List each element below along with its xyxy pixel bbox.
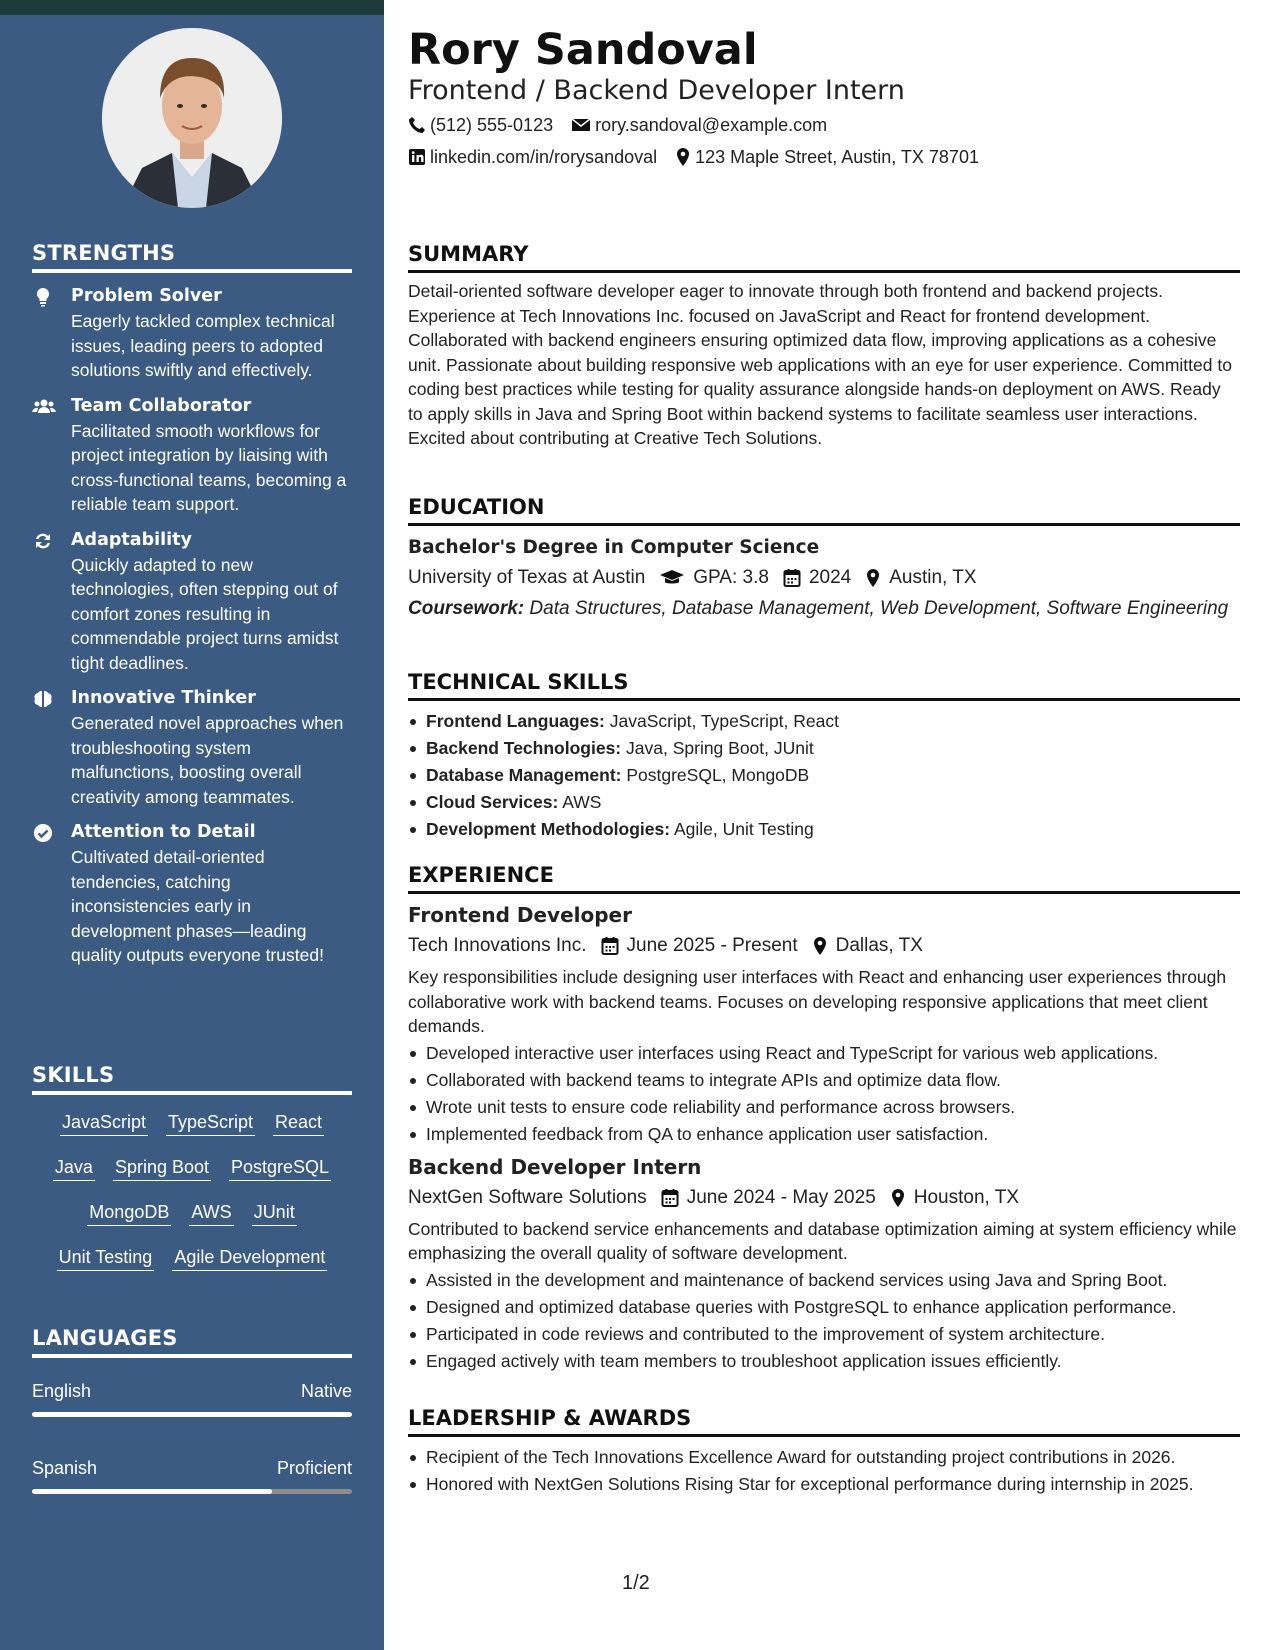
- skill-label: Development Methodologies:: [426, 819, 671, 839]
- job-description: Contributed to backend service enhancements and database optimization aiming at system efficiency while emphasizing the overall quality of software development.: [408, 1218, 1237, 1263]
- language-bar: [32, 1412, 352, 1417]
- list-item: Assisted in the development and maintenance of backend services using Java and Spring Boot.: [408, 1268, 1240, 1292]
- awards-list: [408, 1445, 1240, 1496]
- list-item: Collaborated with backend teams to integrate APIs and optimize data flow.: [408, 1068, 1240, 1092]
- company-name: [408, 933, 587, 959]
- technical-skills-heading: TECHNICAL SKILLS: [408, 669, 1240, 701]
- location-text: Austin, TX: [889, 567, 977, 588]
- language-level: Native: [300, 1381, 352, 1401]
- strength-item: [32, 285, 352, 383]
- strength-title: Adaptability: [71, 529, 192, 550]
- list-item: Engaged actively with team members to troubleshoot application issues efficiently.: [408, 1349, 1240, 1373]
- location-text: Dallas, TX: [835, 935, 923, 956]
- strength-desc: Eagerly tackled complex technical issues, leading peers to adopted solutions swiftly and effectively.: [71, 311, 335, 380]
- job-location: [890, 1185, 1019, 1211]
- skill-value: Java, Spring Boot, JUnit: [626, 738, 814, 758]
- dates-text: June 2025 - Present: [626, 935, 798, 956]
- list-item: Wrote unit tests to ensure code reliability and performance across browsers.: [408, 1095, 1240, 1119]
- candidate-name: Rory Sandoval: [408, 25, 758, 75]
- list-item: Participated in code reviews and contributed to the improvement of system architecture.: [408, 1322, 1240, 1346]
- skill-label: Frontend Languages:: [426, 711, 605, 731]
- language-name: English: [32, 1381, 92, 1401]
- education-section: [408, 494, 1240, 621]
- language-bar-fill: [32, 1489, 272, 1494]
- job-entry: [408, 902, 1240, 1146]
- strengths-section: [32, 241, 352, 968]
- coursework-label: Coursework:: [408, 598, 525, 619]
- strength-title: Attention to Detail: [71, 822, 256, 842]
- map-pin-icon: [890, 1188, 906, 1208]
- address-text: 123 Maple Street, Austin, TX 78701: [695, 147, 979, 167]
- envelope-icon: [571, 117, 591, 133]
- location-text: Houston, TX: [913, 1186, 1020, 1208]
- degree-title: Bachelor's Degree in Computer Science: [408, 537, 820, 558]
- job-meta: [408, 1185, 1240, 1211]
- location-item: [865, 565, 976, 591]
- skill-tag: TypeScript: [166, 1111, 255, 1136]
- strength-title: Problem Solver: [71, 286, 222, 306]
- lightbulb-icon: [32, 286, 54, 308]
- dates-text: June 2024 - May 2025: [686, 1186, 876, 1208]
- year-text: 2024: [808, 567, 852, 588]
- education-meta: [408, 565, 1240, 591]
- skills-heading: SKILLS: [32, 1063, 352, 1095]
- language-name: Spanish: [32, 1458, 98, 1478]
- awards-section: [408, 1405, 1240, 1499]
- job-description: Key responsibilities include designing user interfaces with React and enhancing user experiences through collaborative work with backend teams. Focuses on developing responsive applications that meet client demands.: [408, 967, 1227, 1036]
- languages-heading: LANGUAGES: [32, 1326, 352, 1358]
- skill-tag: React: [273, 1111, 324, 1136]
- skill-label: Cloud Services:: [426, 792, 559, 812]
- avatar-photo: [102, 28, 282, 208]
- list-item: Honored with NextGen Solutions Rising Star for exceptional performance during internship in 2025.: [408, 1472, 1240, 1496]
- job-dates: [601, 933, 798, 959]
- job-meta: [408, 933, 1240, 959]
- technical-skills-section: [408, 669, 1240, 844]
- strength-title: Team Collaborator: [71, 395, 252, 416]
- page-number: 1/2: [622, 1572, 650, 1594]
- skill-tag: JUnit: [252, 1201, 297, 1226]
- company-text: Tech Innovations Inc.: [408, 935, 587, 956]
- skill-value: PostgreSQL, MongoDB: [626, 765, 810, 785]
- contact-linkedin: [408, 146, 657, 168]
- sidebar-top-bar: [0, 0, 384, 15]
- school-text: University of Texas at Austin: [408, 567, 646, 588]
- list-item: Recipient of the Tech Innovations Excellence Award for outstanding project contributions in 2026.: [408, 1445, 1240, 1469]
- skill-tag: PostgreSQL: [229, 1156, 331, 1181]
- skill-label: Database Management:: [426, 765, 622, 785]
- skill-tag: Java: [53, 1156, 95, 1181]
- skill-tag: MongoDB: [87, 1201, 171, 1226]
- language-level: Proficient: [276, 1458, 352, 1478]
- skill-label: Backend Technologies:: [426, 738, 622, 758]
- strengths-heading: STRENGTHS: [32, 241, 352, 273]
- strength-desc: Quickly adapted to new technologies, often stepping out of comfort zones resulting in commendable project turns amidst tight deadlines.: [71, 554, 339, 673]
- skills-row: [32, 1156, 352, 1201]
- language-item: [32, 1380, 352, 1417]
- experience-heading: EXPERIENCE: [408, 862, 1240, 894]
- email-text: rory.sandoval@example.com: [595, 115, 828, 135]
- contact-email: [571, 114, 827, 136]
- list-item: Developed interactive user interfaces using React and TypeScript for various web applications.: [408, 1041, 1240, 1065]
- job-title: Frontend Developer: [408, 903, 632, 927]
- linkedin-text: linkedin.com/in/rorysandoval: [430, 147, 658, 167]
- linkedin-icon: [408, 148, 426, 166]
- strength-title: Innovative Thinker: [71, 688, 256, 708]
- map-pin-icon: [675, 147, 691, 167]
- strength-desc: Facilitated smooth workflows for project integration by liaising with cross-functional teams, becoming a reliable team support.: [71, 420, 347, 514]
- list-item: [408, 790, 1240, 814]
- awards-heading: LEADERSHIP & AWARDS: [408, 1405, 1240, 1437]
- coursework: [408, 597, 1240, 621]
- contact-row: [408, 146, 997, 168]
- skill-tag: Unit Testing: [57, 1246, 155, 1271]
- sync-icon: [32, 530, 54, 552]
- languages-section: [32, 1326, 352, 1494]
- education-heading: EDUCATION: [408, 494, 1240, 526]
- calendar-icon: [601, 936, 619, 956]
- list-item: Designed and optimized database queries with PostgreSQL to enhance application performance.: [408, 1295, 1240, 1319]
- strength-item: [32, 529, 352, 676]
- coursework-text: Data Structures, Database Management, Web Development, Software Engineering: [529, 598, 1229, 619]
- map-pin-icon: [865, 568, 881, 588]
- list-item: [408, 763, 1240, 787]
- strength-desc: Generated novel approaches when troubleshooting system malfunctions, boosting overall creativity among teammates.: [71, 713, 344, 807]
- job-dates: [661, 1185, 876, 1211]
- contact-phone: [408, 114, 553, 136]
- strength-desc: Cultivated detail-oriented tendencies, catching inconsistencies early in development phases—leading quality outputs everyone trusted!: [71, 847, 324, 965]
- candidate-title: Frontend / Backend Developer Intern: [408, 75, 905, 106]
- phone-text: (512) 555-0123: [430, 115, 554, 135]
- calendar-icon: [661, 1188, 679, 1208]
- year-item: [783, 565, 851, 591]
- company-text: NextGen Software Solutions: [408, 1186, 647, 1208]
- job-title: Backend Developer Intern: [408, 1154, 702, 1179]
- job-bullets: [408, 1041, 1240, 1146]
- job-entry: [408, 1154, 1240, 1373]
- job-location: [812, 933, 923, 959]
- strength-item: [32, 395, 352, 517]
- skill-tag: Agile Development: [172, 1246, 327, 1271]
- skills-list: [32, 1111, 352, 1291]
- summary-section: [408, 241, 1240, 451]
- skills-row: [32, 1246, 352, 1291]
- list-item: [408, 736, 1240, 760]
- skills-row: [32, 1201, 352, 1246]
- graduation-cap-icon: [659, 569, 685, 587]
- summary-text: Detail-oriented software developer eager to innovate through both frontend and backend projects. Experience at Tech Innovations Inc. focused on JavaScript and React for frontend development. Collaborated with backend engineers ensuring optimized data flow, improving applications as a cohesive unit. Passionate about building responsive web applications with an eye for user experience. Committed to coding best practices while testing for quality assurance alongside hands-on deployment on AWS. Ready to apply skills in Java and Spring Boot within backend systems to facilitate seamless user interactions. Excited about contributing at Creative Tech Solutions.: [408, 281, 1232, 448]
- experience-section: [408, 862, 1240, 1376]
- skill-tag: JavaScript: [60, 1111, 148, 1136]
- school-name: [408, 565, 645, 591]
- contact-row: [408, 114, 845, 136]
- strength-item: [32, 687, 352, 809]
- language-bar-fill: [32, 1412, 352, 1417]
- list-item: [408, 709, 1240, 733]
- brain-icon: [32, 688, 54, 710]
- gpa-item: [659, 565, 769, 591]
- skill-value: JavaScript, TypeScript, React: [609, 711, 839, 731]
- calendar-icon: [783, 568, 801, 588]
- phone-icon: [408, 116, 426, 134]
- skill-tag: AWS: [189, 1201, 233, 1226]
- contact-address: [675, 146, 979, 168]
- map-pin-icon: [812, 936, 828, 956]
- technical-skills-list: [408, 709, 1240, 841]
- list-item: Implemented feedback from QA to enhance application user satisfaction.: [408, 1122, 1240, 1146]
- gpa-text: GPA: 3.8: [693, 567, 769, 588]
- skill-tag: Spring Boot: [113, 1156, 211, 1181]
- skill-value: Agile, Unit Testing: [673, 819, 814, 839]
- skill-value: AWS: [562, 792, 602, 812]
- users-icon: [32, 396, 54, 418]
- company-name: [408, 1185, 647, 1211]
- list-item: [408, 817, 1240, 841]
- strength-item: [32, 821, 352, 968]
- job-bullets: [408, 1268, 1240, 1373]
- avatar: [102, 28, 282, 208]
- language-bar: [32, 1489, 352, 1494]
- skills-row: [32, 1111, 352, 1156]
- summary-heading: SUMMARY: [408, 241, 1240, 273]
- language-item: [32, 1457, 352, 1494]
- skills-section: [32, 1063, 352, 1291]
- check-circle-icon: [32, 822, 54, 844]
- sidebar: [0, 0, 384, 1650]
